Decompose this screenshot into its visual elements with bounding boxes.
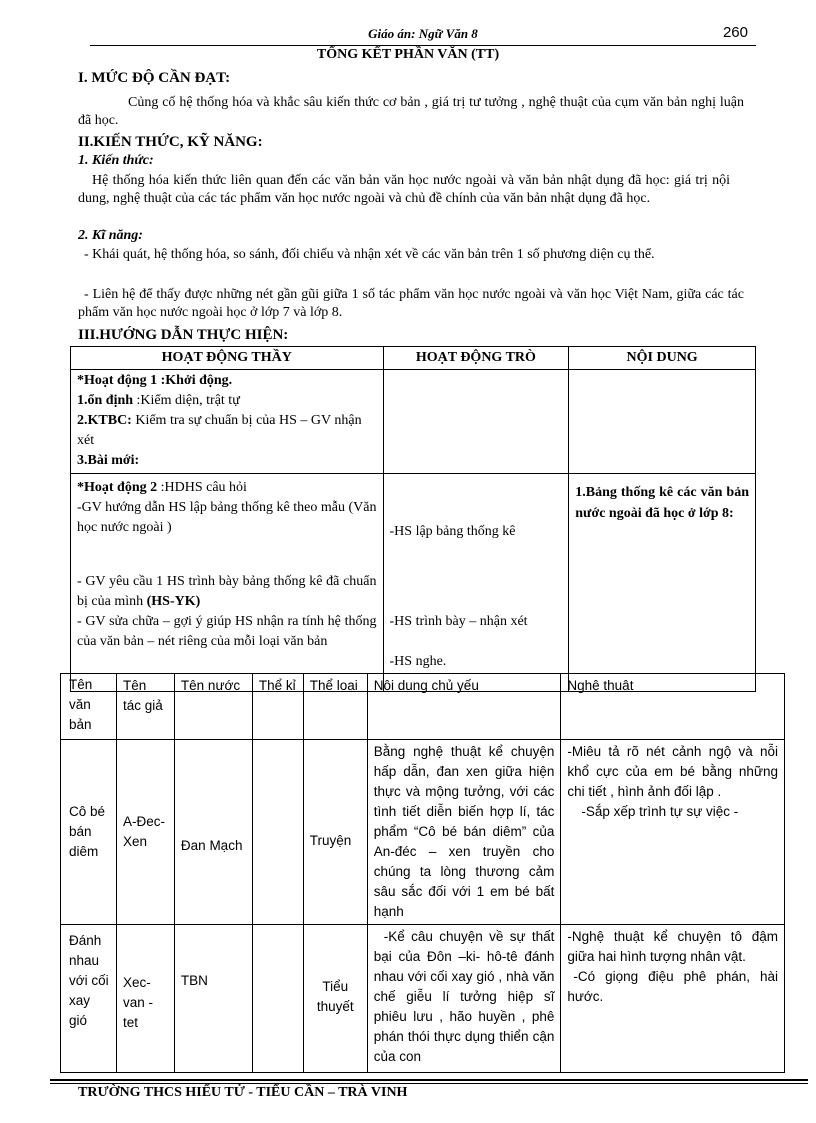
section2-heading: II.KIẾN THỨC, KỸ NĂNG: xyxy=(78,134,263,150)
warmup-student-cell xyxy=(383,370,569,474)
stats-row-2 xyxy=(61,925,785,1073)
teacher-step-2-tag: (HS-YK) xyxy=(146,594,201,609)
col-genre: Thể loại xyxy=(303,674,367,740)
student-step-1: -HS lập bảng thống kê xyxy=(389,524,516,539)
work-name: Đánh nhau với cối xay gió xyxy=(61,925,117,1073)
teacher-step-2: - GV yêu cầu 1 HS trình bày bảng thống kê đã chuẩn bị của mình xyxy=(77,574,377,609)
student-activity-cell xyxy=(383,474,569,692)
activity-row-1 xyxy=(71,370,756,474)
col-country: Tên nước xyxy=(174,674,252,740)
art-point-1: -Miêu tả rõ nét cảnh ngộ và nỗi khổ cực của em bé bằng những chi tiết , hình ảnh đối lập . xyxy=(567,744,778,799)
century-value xyxy=(252,740,303,925)
content-cell xyxy=(569,474,756,692)
item1-text: :Kiểm diện, trật tự xyxy=(133,393,240,408)
item1-label: 1.ổn định xyxy=(77,393,134,408)
activity-header-row xyxy=(71,347,756,370)
stats-table xyxy=(60,673,785,1073)
stats-header-row xyxy=(61,674,785,740)
footer-divider xyxy=(50,1079,808,1081)
warmup-cell xyxy=(71,370,384,474)
header-divider xyxy=(90,45,756,46)
main-content: Bằng nghệ thuật kể chuyện hấp dẫn, đan xen giữa hiện thực và mộng tưởng, với các tình tiết diễn biến hợp lí, tác phẩm “Cô bé bán diêm” của An-đéc – xen truyền cho chúng ta lòng thương cảm sâu sắc đối với 1 em bé bất hạnh xyxy=(367,740,561,925)
author-name: Xec-van - tet xyxy=(116,925,174,1073)
activity-table xyxy=(70,346,756,692)
page-header xyxy=(90,26,756,46)
knowledge-text: Hệ thống hóa kiến thức liên quan đến các văn bản văn học nước ngoài và văn bản nhật dụng đã học: giá trị nội dung, nghệ thuật của các tác phẩm văn học nước ngoài và chủ đề chính của văn bản nhật dụng đã học. xyxy=(78,173,730,206)
genre-name: Tiểu thuyết xyxy=(303,925,367,1073)
warmup-content-cell xyxy=(569,370,756,474)
document-title: TỔNG KẾT PHẦN VĂN (TT) xyxy=(316,47,500,62)
activity-row-2 xyxy=(71,474,756,692)
skills-heading: 2. Kĩ năng: xyxy=(78,228,143,243)
col-century: Thể kỉ xyxy=(252,674,303,740)
activity1-title: *Hoạt động 1 :Khởi động. xyxy=(77,373,233,388)
content-heading: 1.Bảng thống kê các văn bản nước ngoài đã học ở lớp 8: xyxy=(575,485,749,521)
page-number: 260 xyxy=(722,24,748,41)
item3-label: 3.Bài mới: xyxy=(77,453,140,468)
art-cell xyxy=(561,740,785,925)
student-step-3: -HS nghe. xyxy=(389,654,447,669)
author-name: A-Đec-Xen xyxy=(116,740,174,925)
student-step-2: -HS trình bày – nhận xét xyxy=(389,614,528,629)
art-point-2: -Sắp xếp trình tự sự việc - xyxy=(581,804,739,819)
activity2-text: :HDHS câu hỏi xyxy=(157,480,247,495)
section1-heading: I. MỨC ĐỘ CẦN ĐẠT: xyxy=(78,70,231,86)
col-content: Nội dung chủ yếu xyxy=(367,674,561,740)
country-name: Đan Mạch xyxy=(174,740,252,925)
skill-1: - Khái quát, hệ thống hóa, so sánh, đối chiếu và nhận xét về các văn bản trên 1 số phương diện cụ thể. xyxy=(84,247,655,262)
century-value xyxy=(252,925,303,1073)
art-cell xyxy=(561,925,785,1073)
skill-2: - Liên hệ để thấy được những nét gần gũi giữa 1 số tác phẩm văn học nước ngoài và văn học Việt Nam, giữa các tác phẩm văn học nước ngoài học ở lớp 7 và lớp 8. xyxy=(78,287,744,320)
teacher-activity-cell xyxy=(71,474,384,692)
teacher-step-3: - GV sửa chữa – gợi ý giúp HS nhận ra tính hệ thống của văn bản – nét riêng của mỗi loại văn bản xyxy=(77,614,377,649)
knowledge-heading: 1. Kiến thức: xyxy=(78,153,154,168)
genre-name: Truyện xyxy=(303,740,367,925)
footer-school: TRƯỜNG THCS HIẾU TỬ - TIỂU CẦN – TRÀ VINH xyxy=(78,1085,408,1100)
art-point-2: -Có giọng điệu phê phán, hài hước. xyxy=(567,969,778,1004)
item2-label: 2.KTBC: xyxy=(77,413,132,428)
main-content: -Kể câu chuyện về sự thất bại của Đôn –ki- hô-tê đánh nhau với cối xay gió , nhà văn chế giễu lí tưởng hiệp sĩ phiêu lưu , hão huyền , phê phán thói thực dụng thiển cận của con xyxy=(367,925,561,1073)
teacher-step-1: -GV hướng dẫn HS lập bảng thống kê theo mẫu (Văn học nước ngoài ) xyxy=(77,500,377,535)
col-work: Tên văn bản xyxy=(61,674,117,740)
section3-heading: III.HƯỚNG DẪN THỰC HIỆN: xyxy=(78,327,289,343)
header-content: NỘI DUNG xyxy=(569,347,756,370)
item2-text: Kiểm tra sự chuẩn bị của HS – GV nhận xét xyxy=(77,413,362,448)
col-author: Tên tác giả xyxy=(116,674,174,740)
work-name: Cô bé bán diêm xyxy=(61,740,117,925)
subject-label: Giáo án: Ngữ Văn 8 xyxy=(368,26,478,41)
section1-text: Củng cố hệ thống hóa và khắc sâu kiến thức cơ bản , giá trị tư tưởng , nghệ thuật của cụm văn bản nghị luận đã học. xyxy=(78,95,744,128)
header-student: HOẠT ĐỘNG TRÒ xyxy=(383,347,569,370)
stats-row-1 xyxy=(61,740,785,925)
art-point-1: -Nghệ thuật kể chuyện tô đậm giữa hai hình tượng nhân vật. xyxy=(567,929,778,964)
col-art: Nghệ thuật xyxy=(561,674,785,740)
activity2-title: *Hoạt động 2 xyxy=(77,480,158,495)
country-name: TBN xyxy=(174,925,252,1073)
footer-divider-thin xyxy=(50,1083,808,1084)
header-teacher: HOẠT ĐỘNG THẦY xyxy=(71,347,384,370)
